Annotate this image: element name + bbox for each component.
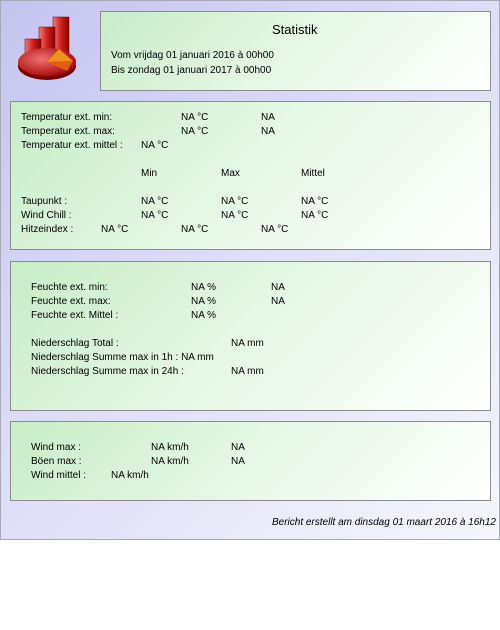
heatindex-mean: NA °C — [261, 224, 289, 235]
period-end: Bis zondag 01 januari 2017 à 00h00 — [111, 65, 272, 76]
humidity-max-label: Feuchte ext. max: — [31, 296, 111, 307]
rain-max-24h-label: Niederschlag Summe max in 24h : — [31, 366, 184, 377]
wind-max-label: Wind max : — [31, 442, 82, 453]
dewpoint-max: NA °C — [221, 196, 249, 207]
windchill-label: Wind Chill : — [21, 210, 72, 221]
wind-max-value: NA km/h — [151, 442, 189, 453]
wind-mean-label: Wind mittel : — [31, 470, 87, 481]
humidity-max-value: NA % — [191, 296, 217, 307]
column-header-max: Max — [221, 168, 240, 179]
heatindex-min: NA °C — [101, 224, 129, 235]
temp-mean-value: NA °C — [141, 140, 169, 151]
humidity-min-label: Feuchte ext. min: — [31, 282, 108, 293]
temp-min-label: Temperatur ext. min: — [21, 112, 113, 123]
period-start: Vom vrijdag 01 januari 2016 à 00h00 — [111, 50, 274, 61]
humidity-mean-value: NA % — [191, 310, 217, 321]
humidity-mean-label: Feuchte ext. Mittel : — [31, 310, 119, 321]
humidity-min-value: NA % — [191, 282, 217, 293]
heatindex-label: Hitzeindex : — [21, 224, 74, 235]
humidity-rain-panel — [10, 261, 491, 411]
temp-max-date: NA — [261, 126, 275, 137]
humidity-min-date: NA — [271, 282, 285, 293]
wind-panel — [10, 421, 491, 501]
pie-chart-icon — [15, 13, 81, 81]
temperature-panel — [10, 101, 491, 250]
dewpoint-mean: NA °C — [301, 196, 329, 207]
wind-mean-value: NA km/h — [111, 470, 149, 481]
windchill-min: NA °C — [141, 210, 169, 221]
rain-max-24h-value: NA mm — [231, 366, 264, 377]
windchill-max: NA °C — [221, 210, 249, 221]
humidity-max-date: NA — [271, 296, 285, 307]
rain-total-label: Niederschlag Total : — [31, 338, 119, 349]
temp-min-value: NA °C — [181, 112, 209, 123]
temp-min-date: NA — [261, 112, 275, 123]
wind-max-date: NA — [231, 442, 245, 453]
temp-max-label: Temperatur ext. max: — [21, 126, 115, 137]
gust-max-value: NA km/h — [151, 456, 189, 467]
gust-max-date: NA — [231, 456, 245, 467]
windchill-mean: NA °C — [301, 210, 329, 221]
dewpoint-min: NA °C — [141, 196, 169, 207]
dewpoint-label: Taupunkt : — [21, 196, 68, 207]
temp-mean-label: Temperatur ext. mittel : — [21, 140, 123, 151]
column-header-min: Min — [141, 168, 158, 179]
page-title: Statistik — [272, 22, 318, 37]
gust-max-label: Böen max : — [31, 456, 82, 467]
temp-max-value: NA °C — [181, 126, 209, 137]
heatindex-max: NA °C — [181, 224, 209, 235]
report-generated-footer: Bericht erstellt am dinsdag 01 maart 2016 à 16h12 — [271, 517, 496, 528]
column-header-mean: Mittel — [301, 168, 325, 179]
rain-total-value: NA mm — [231, 338, 264, 349]
header-panel — [100, 11, 491, 91]
rain-max-1h: Niederschlag Summe max in 1h : NA mm — [31, 352, 214, 363]
